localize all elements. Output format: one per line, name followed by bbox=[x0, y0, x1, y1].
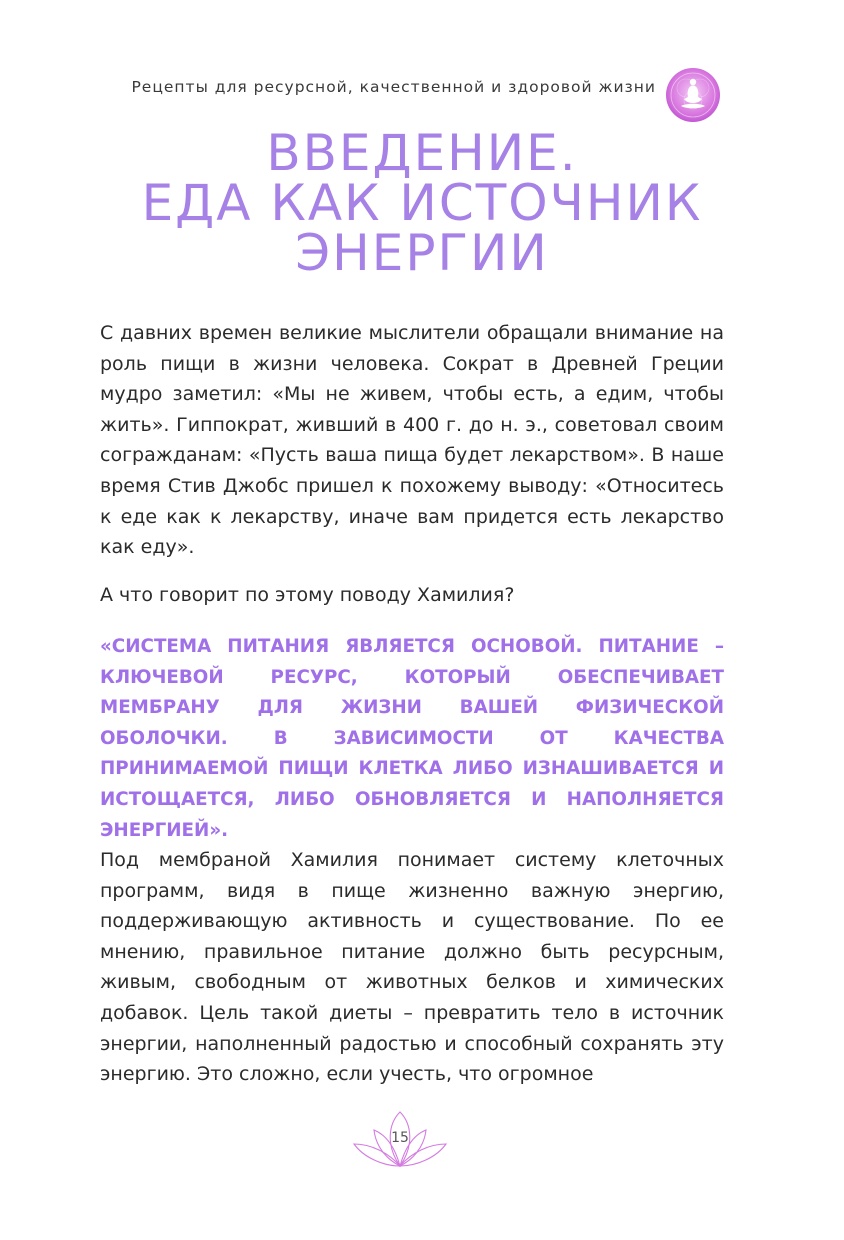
title-line-1: ВВЕДЕНИЕ. bbox=[266, 124, 578, 182]
title-line-2: ЕДА КАК ИСТОЧНИК bbox=[141, 174, 703, 232]
page-title bbox=[60, 124, 784, 282]
page-footer bbox=[348, 1108, 452, 1170]
highlighted-quote: «СИСТЕМА ПИТАНИЯ ЯВЛЯЕТСЯ ОСНОВОЙ. ПИТАНИЕ – КЛЮЧЕВОЙ РЕСУРС, КОТОРЫЙ ОБЕСПЕЧИВАЕТ МЕМБРАНУ ДЛЯ ЖИЗНИ ВАШЕЙ ФИЗИЧЕСКОЙ ОБОЛОЧКИ. В ЗАВИСИМОСТИ ОТ КАЧЕСТВА ПРИНИМАЕМОЙ ПИЩИ КЛЕТКА ЛИБО ИЗНАШИВАЕТСЯ И ИСТОЩАЕТСЯ, ЛИБО ОБНОВЛЯЕТСЯ И НАПОЛНЯЕТСЯ ЭНЕРГИЕЙ». bbox=[100, 636, 724, 841]
body-paragraph-intro: С давних времен великие мыслители обращали внимание на роль пищи в жизни человека. Сократ в Древней Греции мудро заметил: «Мы не живем, чтобы есть, а едим, чтобы жить». Гиппократ, живший в 400 г. до н. э., советовал своим согражданам: «Пусть ваша пища будет лекарством». В наше время Стив Джобс пришел к похожему выводу: «Относитесь к еде как к лекарству, иначе вам придется есть лекарство как еду». bbox=[100, 322, 724, 559]
meditating-figure-emblem-icon bbox=[664, 66, 722, 124]
body-paragraph-membrane: Под мембраной Хамилия понимает систему клеточных программ, видя в пище жизненно важную энергию, поддерживающую активность и существование. По ее мнению, правильное питание должно быть ресурсным, живым, свободным от животных белков и химических добавок. Цель такой диеты – превратить тело в источник энергии, наполненный радостью и способный сохранять эту энергию. Это сложно, если учесть, что огромное bbox=[100, 849, 724, 1086]
body-paragraph-question: А что говорит по этому поводу Хамилия? bbox=[100, 584, 515, 606]
page-number: 15 bbox=[391, 1130, 409, 1146]
title-line-3: ЭНЕРГИИ bbox=[295, 224, 549, 282]
running-header: Рецепты для ресурсной, качественной и здоровой жизни bbox=[131, 78, 656, 96]
